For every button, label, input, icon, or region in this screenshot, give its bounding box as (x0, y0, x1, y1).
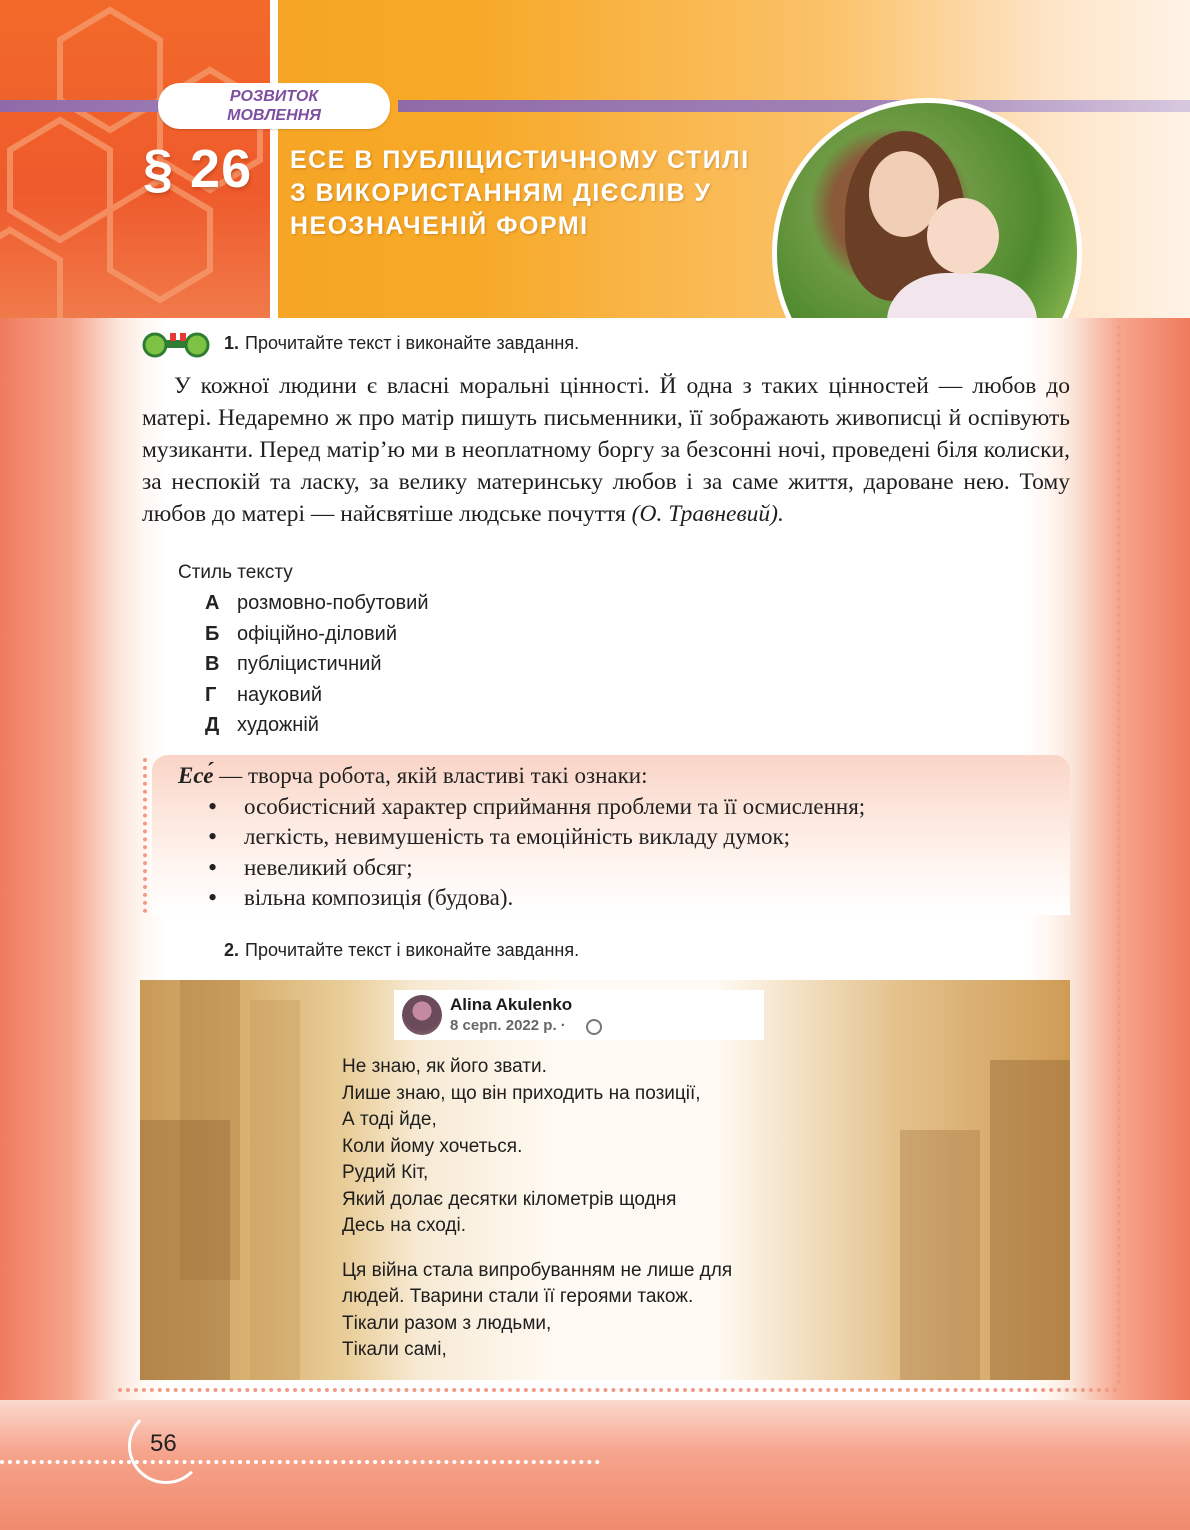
post-line: Тікали разом з людьми, (342, 1312, 552, 1334)
task-2-header (224, 940, 579, 961)
post-line: Ця війна стала випробуванням не лише для (342, 1259, 733, 1281)
post-line: Тікали самі, (342, 1339, 447, 1360)
task-2-number: 2. (224, 940, 240, 960)
header-banner (0, 0, 1190, 318)
option-a[interactable]: А розмовно-побутовий (205, 592, 429, 614)
mother-child-photo (772, 98, 1082, 318)
post-line: Лише знаю, що він приходить на позиції, (342, 1082, 701, 1104)
binoculars-icon (140, 328, 216, 358)
header-divider (270, 0, 278, 318)
option-v[interactable]: В публіцистичний (205, 653, 382, 675)
post-date[interactable]: 8 серп. 2022 р. · (450, 1017, 566, 1034)
post-author[interactable]: Alina Akulenko (450, 995, 573, 1014)
post-line: Рудий Кіт, (342, 1162, 429, 1183)
answer-options (205, 592, 429, 745)
avatar[interactable] (402, 995, 442, 1035)
globe-icon (586, 1019, 602, 1035)
title-line-3: НЕОЗНАЧЕНІЙ ФОРМІ (290, 212, 589, 240)
post-line: Коли йому хочеться. (342, 1135, 523, 1157)
option-d[interactable]: Д художній (205, 714, 319, 736)
section-label-line2: МОВЛЕННЯ (227, 107, 321, 124)
essay-feature-1: • особистісний характер сприймання проблеми та її осмислення; (208, 792, 1058, 823)
title-line-2: З ВИКОРИСТАННЯМ ДІЄСЛІВ У (290, 179, 712, 207)
task-1-author: (О. Травневий). (631, 501, 784, 527)
purple-line-left (0, 100, 160, 112)
post-line: Десь на сході. (342, 1215, 466, 1236)
page-number: 56 (150, 1430, 177, 1457)
essay-definition: — творча робота, якій властиві такі ознаки: (213, 763, 648, 788)
section-label-line1: РОЗВИТОК (229, 88, 319, 105)
dotted-border-essay (143, 758, 147, 913)
post-line: Не знаю, як його звати. (342, 1056, 547, 1077)
essay-feature-4: • вільна композиція (будова). (208, 883, 1058, 914)
post-line: А тоді йде, (342, 1109, 437, 1130)
essay-feature-3: • невеликий обсяг; (208, 853, 1058, 884)
task-1-text-body: У кожної людини є власні моральні цінності. Й одна з таких цінностей — любов до матері. Недаремно ж про матір пишуть письменники, її зображають живописці й оспівують музиканти. Перед матір’ю ми в неоплатному боргу за безсонні ночі, проведені біля колиски, за неспокій та ласку, за велику материнську любов і за саме життя, дароване нею. Тому любов до матері — найсвятіше людське почуття (142, 373, 1070, 527)
footer-dots (0, 1460, 600, 1464)
task-1-number: 1. (224, 333, 240, 353)
purple-line-right (398, 100, 1190, 112)
question-label: Стиль тексту (178, 562, 293, 583)
page-title (290, 144, 780, 243)
post-line: Який долає десятки кілометрів щодня (342, 1188, 677, 1210)
section-label (158, 83, 390, 129)
essay-rule (178, 761, 1058, 914)
task-1-header (224, 333, 579, 354)
option-b[interactable]: Б офіційно-діловий (205, 622, 398, 645)
paragraph-number: § 26 (143, 139, 253, 199)
task-1-instruction: Прочитайте текст і виконайте завдання. (245, 333, 580, 353)
title-line-1: ЕСЕ В ПУБЛІЦИСТИЧНОМУ СТИЛІ (290, 146, 750, 174)
post-line: людей. Тварини стали її героями також. (342, 1286, 694, 1307)
essay-feature-2: • легкість, невимушеність та емоційність викладу думок; (208, 822, 1058, 853)
task-2-instruction: Прочитайте текст і виконайте завдання. (245, 940, 580, 960)
dotted-border-right (1117, 325, 1121, 1385)
post-text (342, 1054, 732, 1364)
essay-term: Есе́ (178, 763, 214, 788)
dotted-border-bottom (118, 1388, 1118, 1392)
option-g[interactable]: Г науковий (205, 683, 323, 706)
task-1-text (142, 370, 1070, 530)
